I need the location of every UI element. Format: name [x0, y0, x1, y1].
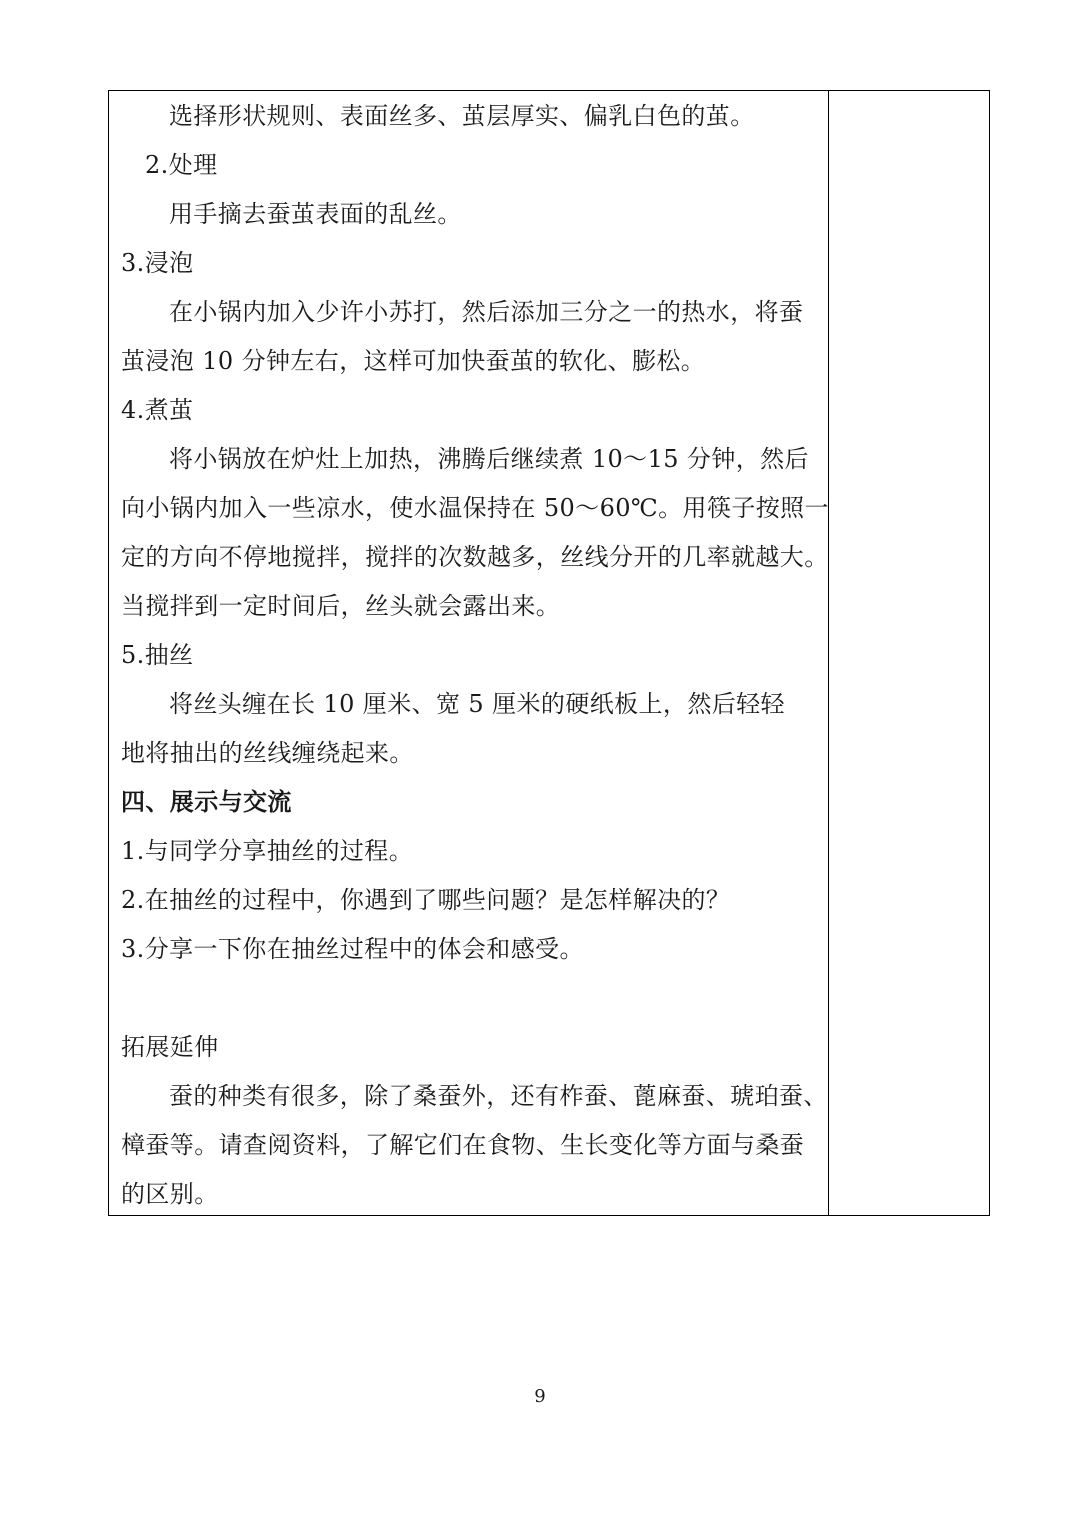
- paragraph-line: 当搅拌到一定时间后，丝头就会露出来。: [121, 592, 561, 620]
- paragraph-line: 在小锅内加入少许小苏打，然后添加三分之一的热水，将蚕: [169, 298, 804, 326]
- paragraph-line: 茧浸泡 10 分钟左右，这样可加快蚕茧的软化、膨松。: [121, 347, 706, 375]
- step-heading-soak: 3.浸泡: [121, 249, 194, 277]
- paragraph-line: 蚕的种类有很多，除了桑蚕外，还有柞蚕、蓖麻蚕、琥珀蚕、: [169, 1082, 828, 1110]
- paragraph-line: 的区别。: [121, 1180, 219, 1208]
- step-heading-process: 2.处理: [145, 151, 218, 179]
- step-heading-boil: 4.煮茧: [121, 396, 194, 424]
- section-heading-share: 四、展示与交流: [121, 787, 292, 816]
- paragraph-line: 定的方向不停地搅拌，搅拌的次数越多，丝线分开的几率就越大。: [121, 543, 829, 571]
- table-column-divider: [828, 91, 829, 1215]
- paragraph-line: 樟蚕等。请查阅资料，了解它们在食物、生长变化等方面与桑蚕: [121, 1131, 805, 1159]
- page-number: 9: [534, 1386, 546, 1407]
- paragraph-line: 将丝头缠在长 10 厘米、宽 5 厘米的硬纸板上，然后轻轻: [169, 690, 785, 718]
- list-item: 2.在抽丝的过程中，你遇到了哪些问题？是怎样解决的？: [121, 886, 731, 914]
- section-heading-extension: 拓展延伸: [121, 1033, 219, 1061]
- list-item: 1.与同学分享抽丝的过程。: [121, 837, 414, 865]
- paragraph-line: 将小锅放在炉灶上加热，沸腾后继续煮 10～15 分钟，然后: [169, 445, 809, 473]
- paragraph-line: 向小锅内加入一些凉水，使水温保持在 50～60℃。用筷子按照一: [121, 494, 829, 522]
- lesson-table: [108, 90, 990, 1216]
- step-heading-reel: 5.抽丝: [121, 641, 194, 669]
- list-item: 3.分享一下你在抽丝过程中的体会和感受。: [121, 935, 584, 963]
- paragraph-line: 用手摘去蚕茧表面的乱丝。: [169, 200, 462, 228]
- paragraph-line: 选择形状规则、表面丝多、茧层厚实、偏乳白色的茧。: [169, 102, 755, 130]
- paragraph-line: 地将抽出的丝线缠绕起来。: [121, 739, 414, 767]
